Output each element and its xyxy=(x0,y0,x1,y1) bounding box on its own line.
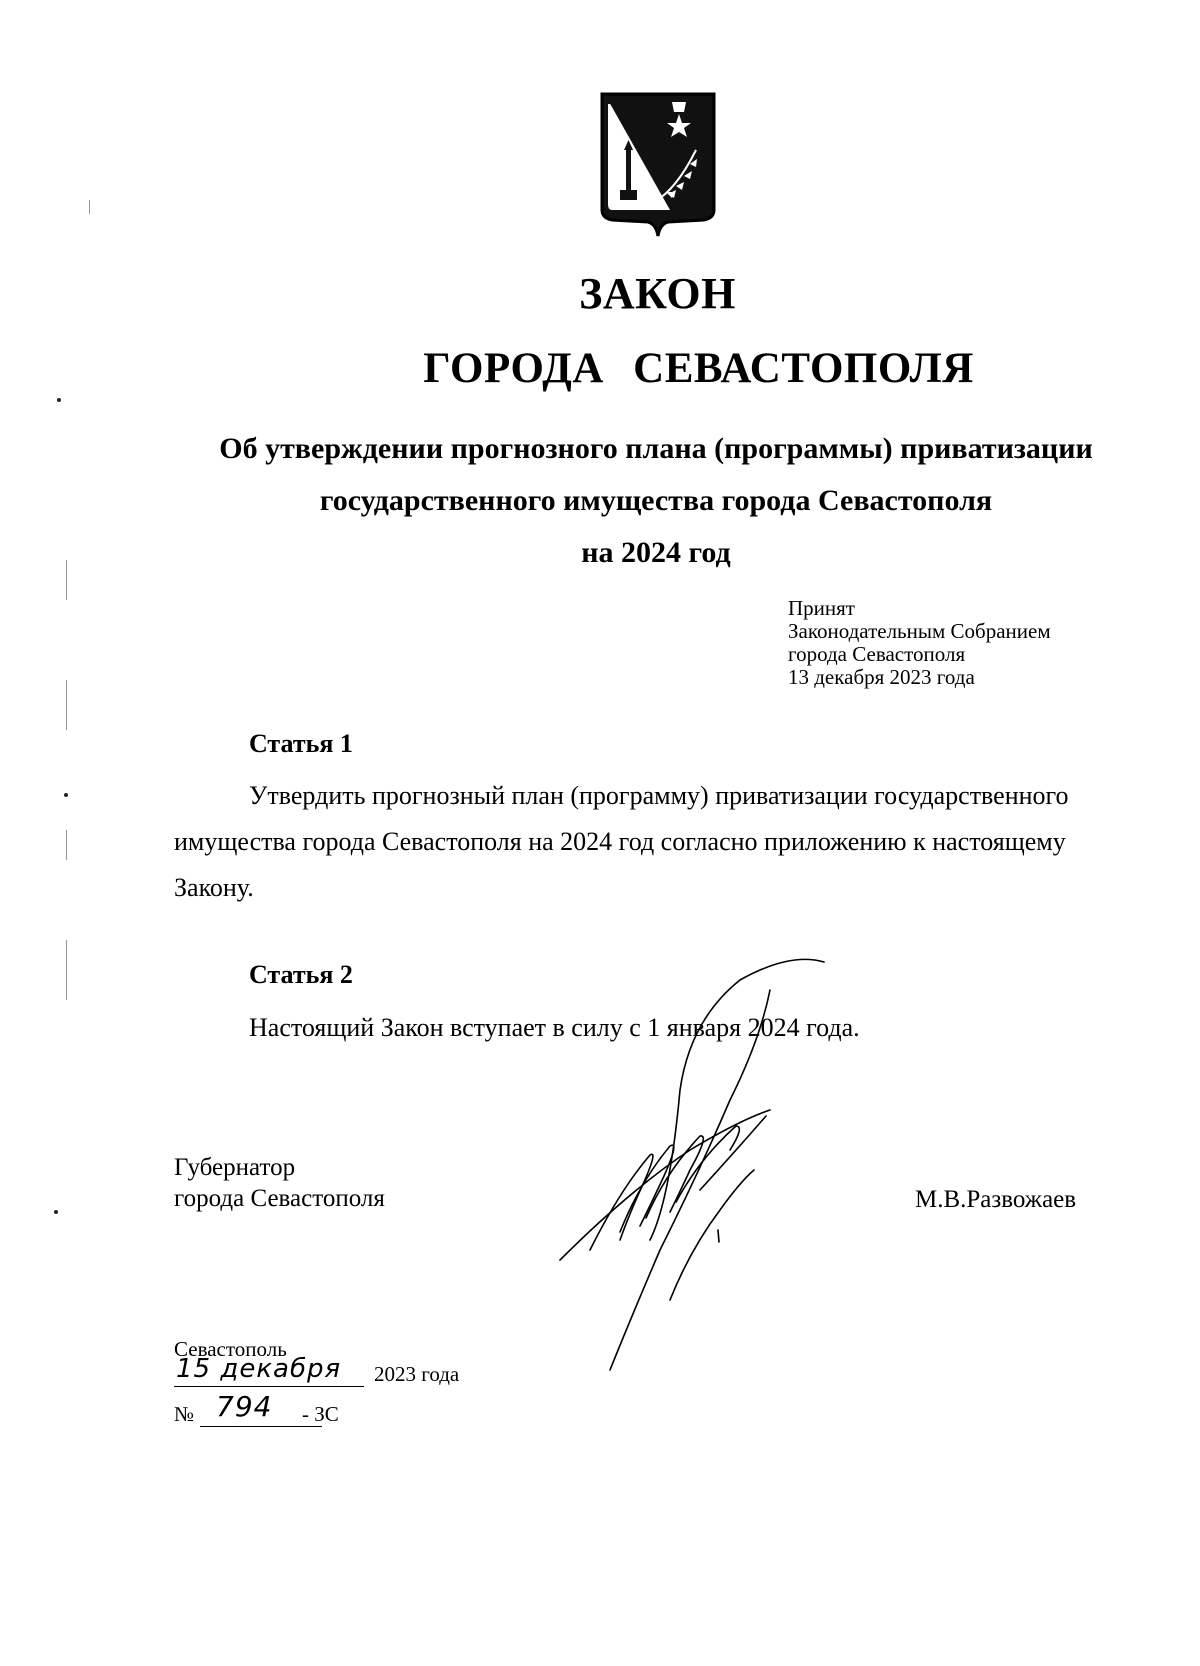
scan-mark xyxy=(89,200,90,214)
adopted-line-1: Принят xyxy=(788,596,855,620)
document-title-city: ГОРОДА СЕВАСТОПОЛЯ xyxy=(423,345,974,392)
handwritten-date: 15 декабря xyxy=(176,1354,342,1384)
number-suffix: - ЗС xyxy=(302,1402,339,1426)
scan-mark xyxy=(66,830,67,860)
scan-mark xyxy=(57,398,61,402)
adopted-line-4: 13 декабря 2023 года xyxy=(788,665,975,689)
article-2-heading: Статья 2 xyxy=(249,960,353,989)
scan-mark xyxy=(54,1210,58,1214)
subject-line-2: государственного имущества города Севастополя xyxy=(319,484,993,517)
scan-mark xyxy=(66,560,67,600)
subject-line-1: Об утверждении прогнозного плана (программы) приватизации xyxy=(219,432,1093,465)
adopted-line-2: Законодательным Собранием xyxy=(788,619,1051,643)
date-year: 2023 года xyxy=(374,1362,460,1386)
article-1-heading: Статья 1 xyxy=(249,729,353,758)
handwritten-number: 794 xyxy=(216,1390,273,1423)
adopted-line-3: города Севастополя xyxy=(788,642,966,666)
scan-mark xyxy=(66,940,67,1000)
article-1-line-2: имущества города Севастополя на 2024 год согласно приложению к настоящему xyxy=(174,827,1066,856)
date-underline xyxy=(174,1386,364,1387)
document-title: ЗАКОН xyxy=(579,269,736,318)
subject-line-3: на 2024 год xyxy=(581,536,731,569)
sevastopol-coat-of-arms-icon xyxy=(598,90,718,240)
signatory-name: М.В.Развожаев xyxy=(915,1186,1077,1213)
scan-mark xyxy=(64,793,68,797)
handwritten-signature xyxy=(540,950,880,1410)
article-2-text: Настоящий Закон вступает в силу с 1 января 2024 года. xyxy=(249,1013,860,1042)
place-of-signing: Севастополь xyxy=(174,1337,287,1361)
article-1-line-3: Закону. xyxy=(174,873,254,902)
signatory-position-2: города Севастополя xyxy=(174,1185,385,1212)
article-1-line-1: Утвердить прогнозный план (программу) приватизации государственного xyxy=(249,781,1069,810)
signatory-position-1: Губернатор xyxy=(174,1154,296,1181)
scan-mark xyxy=(66,680,67,730)
number-sign: № xyxy=(174,1402,195,1426)
